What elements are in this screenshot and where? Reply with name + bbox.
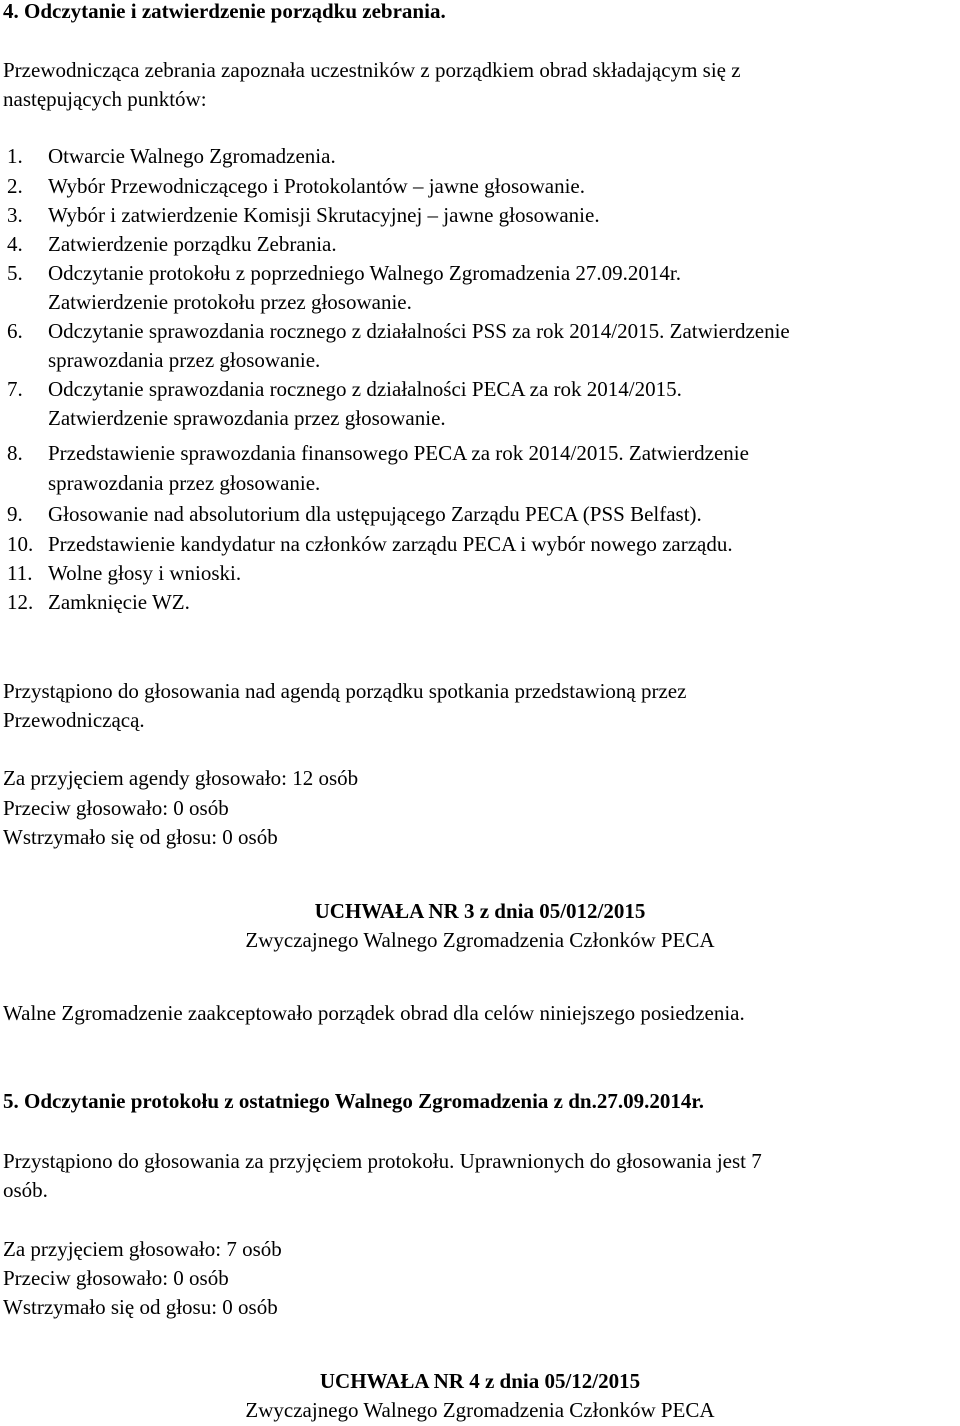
agenda-item-number: 2. xyxy=(7,174,23,198)
protocol-vote-abstain: Wstrzymało się od głosu: 0 osób xyxy=(3,1295,278,1319)
agenda-item-number: 9. xyxy=(7,502,23,526)
section-4-intro-line-2: następujących punktów: xyxy=(3,87,207,111)
agenda-item-text: Otwarcie Walnego Zgromadzenia. xyxy=(48,144,336,168)
section-5-heading: 5. Odczytanie protokołu z ostatniego Walnego Zgromadzenia z dn.27.09.2014r. xyxy=(3,1089,704,1113)
agenda-item-text: Zamknięcie WZ. xyxy=(48,590,190,614)
resolution-3-title: UCHWAŁA NR 3 z dnia 05/012/2015 xyxy=(314,899,646,923)
agenda-vote-for: Za przyjęciem agendy głosowało: 12 osób xyxy=(3,766,359,790)
resolution-3-subtitle: Zwyczajnego Walnego Zgromadzenia Członków PECA xyxy=(245,928,715,952)
protocol-vote-for: Za przyjęciem głosowało: 7 osób xyxy=(3,1237,282,1261)
agenda-item-text: Odczytanie protokołu z poprzedniego Walnego Zgromadzenia 27.09.2014r. xyxy=(48,261,681,285)
agenda-item-number: 5. xyxy=(7,261,23,285)
section-4-intro-line-1: Przewodnicząca zebrania zapoznała uczestników z porządkiem obrad składającym się z xyxy=(3,58,741,82)
resolution-3-text: Walne Zgromadzenie zaakceptowało porządek obrad dla celów niniejszego posiedzenia. xyxy=(3,1001,745,1025)
agenda-item-number: 3. xyxy=(7,203,23,227)
agenda-item-number: 11. xyxy=(7,561,33,585)
protocol-vote-against: Przeciw głosowało: 0 osób xyxy=(3,1266,229,1290)
agenda-item-text: Przedstawienie sprawozdania finansowego PECA za rok 2014/2015. Zatwierdzenie xyxy=(48,441,749,465)
agenda-item-text-continued: Zatwierdzenie protokołu przez głosowanie. xyxy=(48,290,412,314)
agenda-item-text-continued: Zatwierdzenie sprawozdania przez głosowanie. xyxy=(48,406,446,430)
section-5-intro-line-2: osób. xyxy=(3,1178,48,1202)
agenda-item-number: 8. xyxy=(7,441,23,465)
agenda-item-text: Odczytanie sprawozdania rocznego z działalności PSS za rok 2014/2015. Zatwierdzenie xyxy=(48,319,790,343)
agenda-item-number: 1. xyxy=(7,144,23,168)
agenda-item-text: Wolne głosy i wnioski. xyxy=(48,561,242,585)
agenda-item-text-continued: sprawozdania przez głosowanie. xyxy=(48,348,321,372)
agenda-item-text: Przedstawienie kandydatur na członków zarządu PECA i wybór nowego zarządu. xyxy=(48,532,733,556)
resolution-4-title: UCHWAŁA NR 4 z dnia 05/12/2015 xyxy=(319,1369,641,1393)
agenda-item-number: 12. xyxy=(7,590,34,614)
agenda-vote-abstain: Wstrzymało się od głosu: 0 osób xyxy=(3,825,278,849)
agenda-item-text: Głosowanie nad absolutorium dla ustępującego Zarządu PECA (PSS Belfast). xyxy=(48,502,702,526)
agenda-item-number: 6. xyxy=(7,319,23,343)
agenda-item-text: Odczytanie sprawozdania rocznego z działalności PECA za rok 2014/2015. xyxy=(48,377,682,401)
agenda-item-text: Wybór Przewodniczącego i Protokolantów – jawne głosowanie. xyxy=(48,174,586,198)
agenda-vote-intro-line-2: Przewodniczącą. xyxy=(3,708,145,732)
agenda-item-text: Zatwierdzenie porządku Zebrania. xyxy=(48,232,337,256)
section-4-heading: 4. Odczytanie i zatwierdzenie porządku zebrania. xyxy=(3,0,446,23)
resolution-4-subtitle: Zwyczajnego Walnego Zgromadzenia Członków PECA xyxy=(245,1398,715,1422)
agenda-item-text-continued: sprawozdania przez głosowanie. xyxy=(48,471,321,495)
agenda-item-number: 4. xyxy=(7,232,23,256)
section-5-intro-line-1: Przystąpiono do głosowania za przyjęciem protokołu. Uprawnionych do głosowania jest 7 xyxy=(3,1149,762,1173)
agenda-item-text: Wybór i zatwierdzenie Komisji Skrutacyjnej – jawne głosowanie. xyxy=(48,203,600,227)
agenda-vote-against: Przeciw głosowało: 0 osób xyxy=(3,796,229,820)
agenda-item-number: 10. xyxy=(7,532,34,556)
agenda-item-number: 7. xyxy=(7,377,23,401)
agenda-vote-intro-line-1: Przystąpiono do głosowania nad agendą porządku spotkania przedstawioną przez xyxy=(3,679,687,703)
